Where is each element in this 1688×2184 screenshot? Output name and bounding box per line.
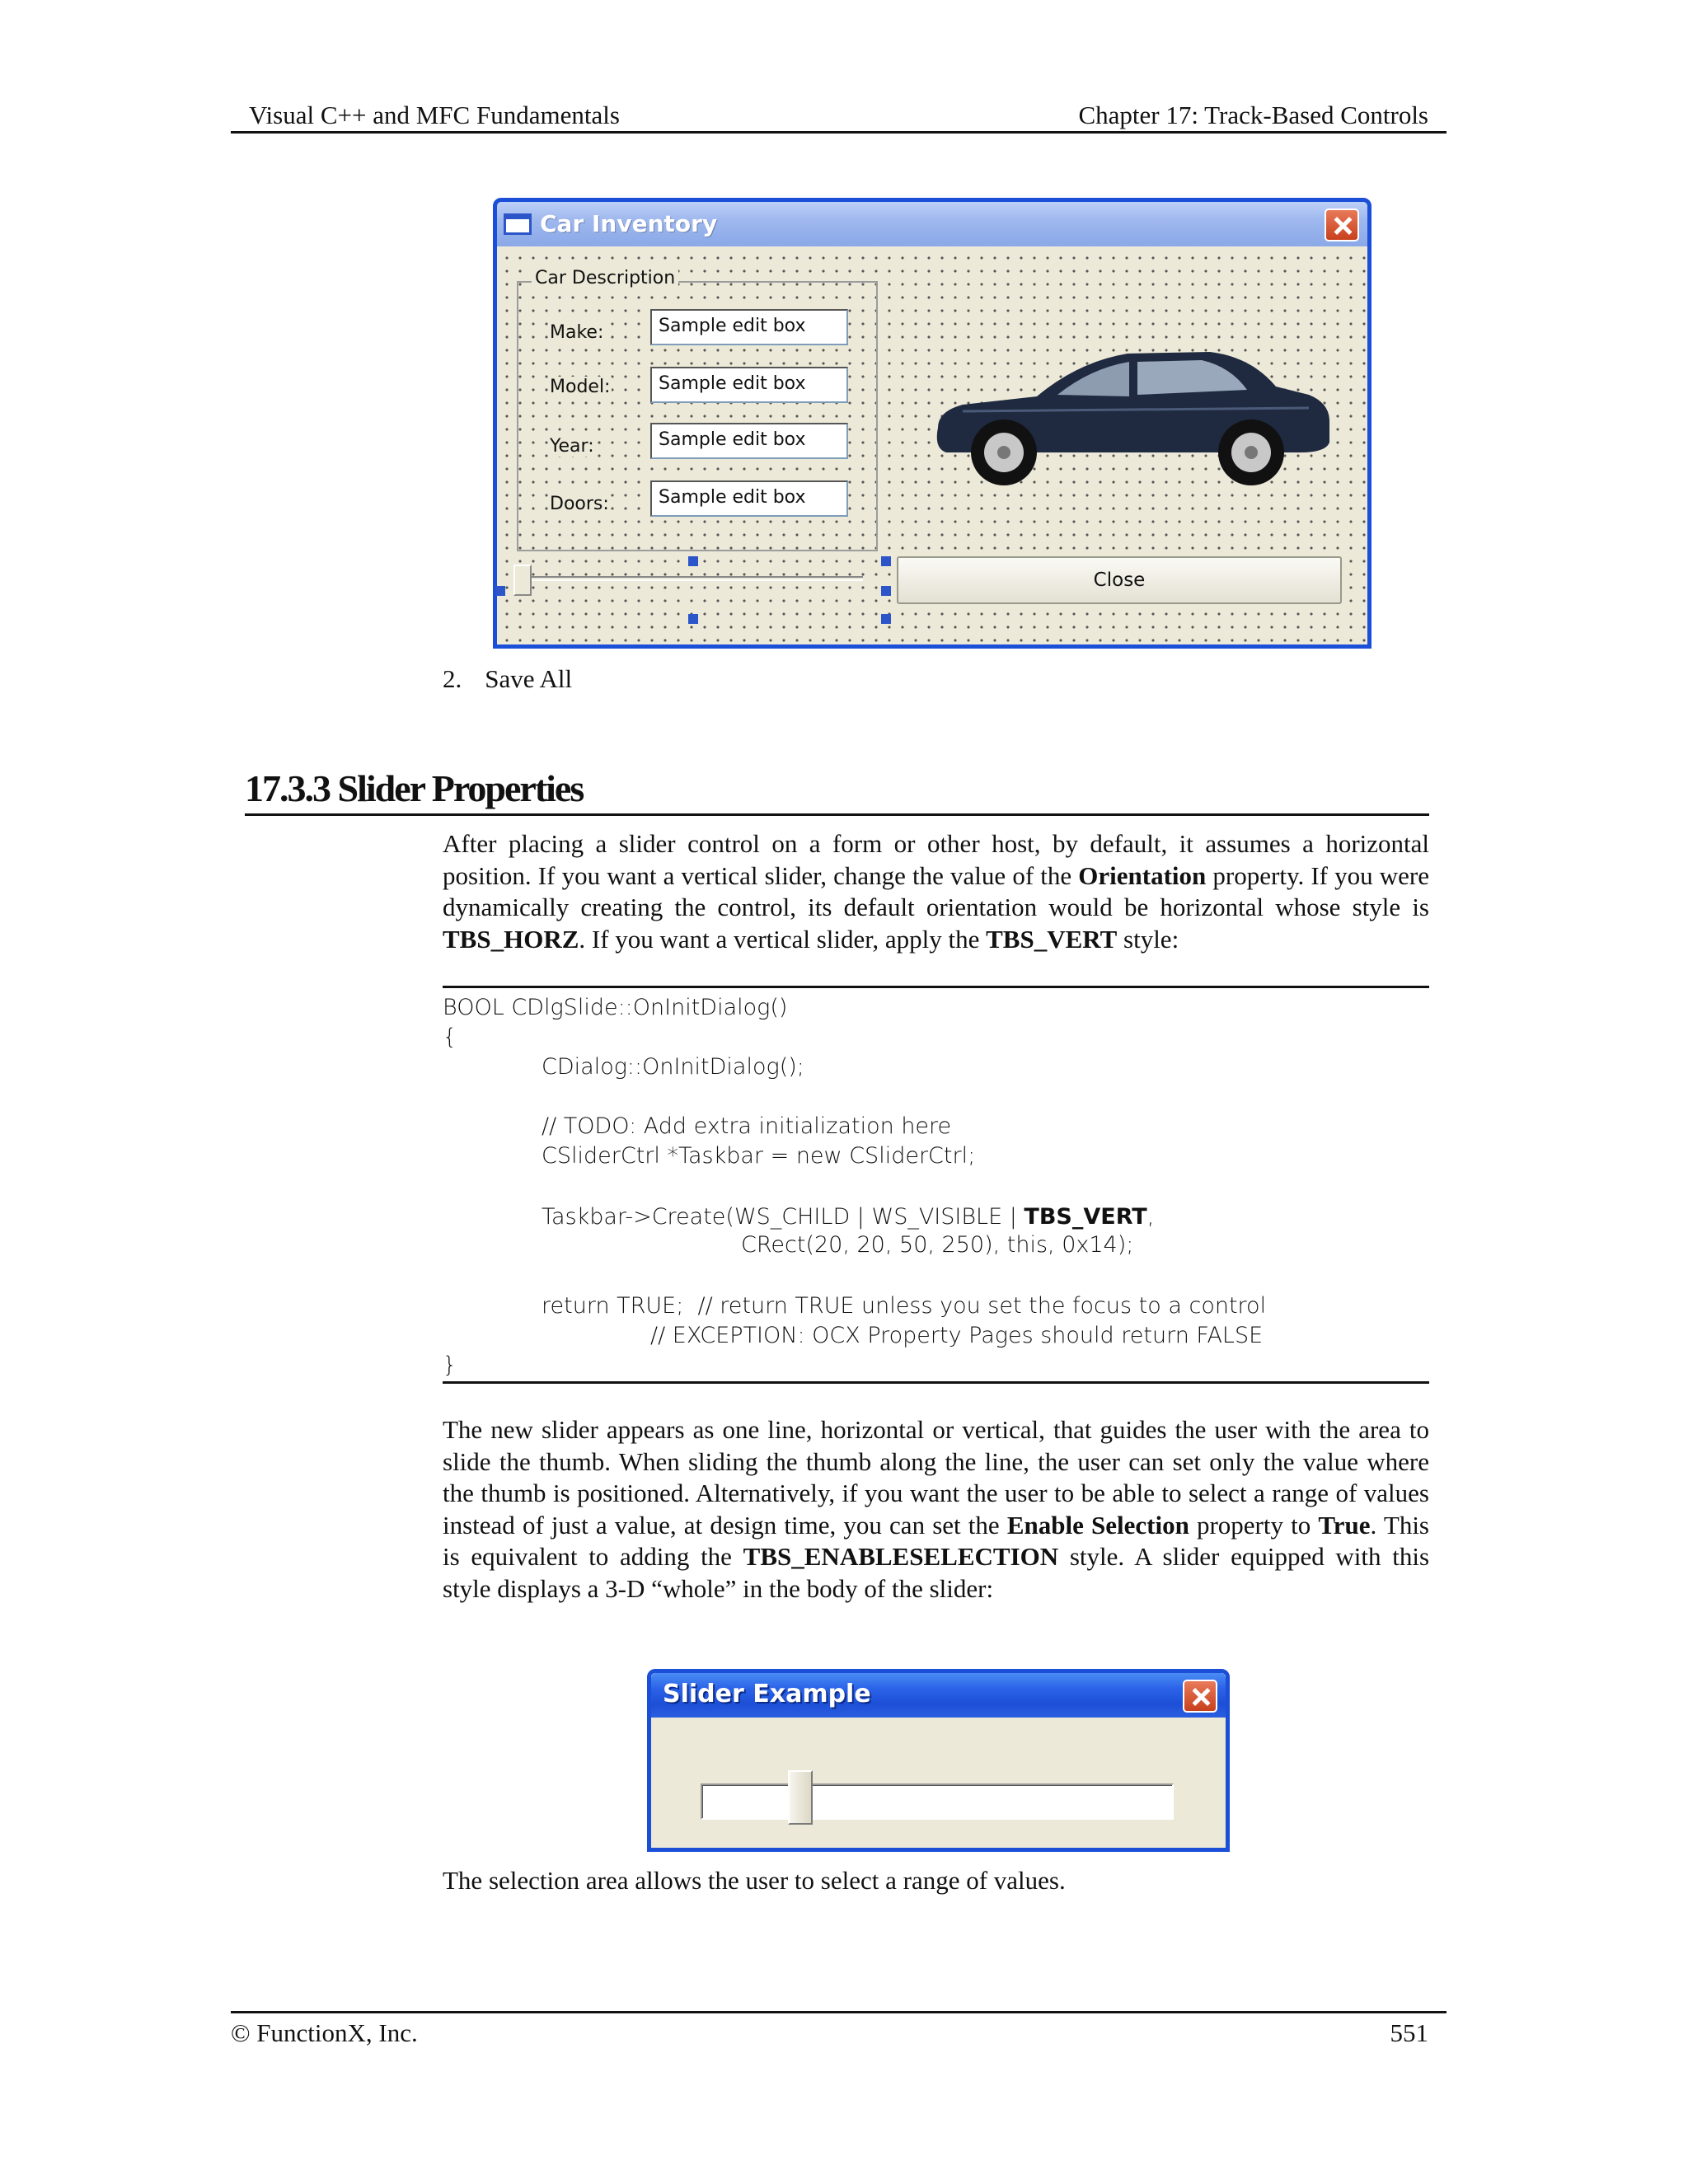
title-bar xyxy=(651,1673,1226,1718)
make-edit-box[interactable]: Sample edit box xyxy=(650,309,848,345)
slider-track[interactable] xyxy=(517,576,863,581)
copyright: © FunctionX, Inc. xyxy=(231,2018,418,2047)
resize-handle[interactable] xyxy=(881,556,891,566)
code-line: { xyxy=(443,1024,457,1050)
code-line: BOOL CDlgSlide::OnInitDialog() xyxy=(443,995,788,1020)
code-line: } xyxy=(443,1352,457,1378)
groupbox-label: Car Description xyxy=(532,268,678,288)
slider-thumb[interactable] xyxy=(788,1770,813,1825)
step-number: 2. xyxy=(443,664,462,693)
paragraph-enable-selection: The new slider appears as one line, horizontal or vertical, that guides the user with the area to slide the thumb. When sliding the thumb along the line, the user can set only the value where the thumb is positioned. Alternatively, if you want the user to be able to select a range of values instead of just a value, at design time, you can set the Enable Selection property to True. This is equivalent to adding the TBS_ENABLESELECTION style. A slider equipped with this style displays a 3-D “whole” in the body of the slider: xyxy=(443,1415,1430,1603)
section-heading: 17.3.3 Slider Properties xyxy=(245,766,1429,816)
resize-handle[interactable] xyxy=(881,586,891,596)
running-header xyxy=(231,99,1447,134)
dialog-client-area xyxy=(651,1718,1226,1848)
dialog-title: Car Inventory xyxy=(540,210,718,237)
dialog-design-surface xyxy=(497,246,1367,644)
model-edit-box[interactable]: Sample edit box xyxy=(650,367,848,403)
slider-example-dialog xyxy=(647,1669,1230,1852)
page-number: 551 xyxy=(1390,2018,1428,2047)
paragraph-orientation: After placing a slider control on a form or other host, by default, it assumes a horizontal position. If you want a vertical slider, change the value of the Orientation property. If you were dynamically creating the control, its default orientation would be horizontal whose style is TBS_HORZ. If you want a vertical slider, apply the TBS_VERT style: xyxy=(443,829,1429,954)
year-label: Year: xyxy=(550,436,594,457)
slider-thumb[interactable] xyxy=(513,565,532,596)
code-listing xyxy=(443,986,1429,1384)
resize-handle[interactable] xyxy=(881,614,891,624)
book-title: Visual C++ and MFC Fundamentals xyxy=(249,101,620,129)
code-line: return TRUE; // return TRUE unless you set the focus to a control xyxy=(542,1293,1267,1319)
code-line: Taskbar->Create(WS_CHILD | WS_VISIBLE | TBS_VERT, xyxy=(542,1204,1155,1230)
resize-handle[interactable] xyxy=(688,556,698,566)
resize-handle[interactable] xyxy=(688,614,698,624)
car-picture xyxy=(913,329,1334,494)
close-icon[interactable] xyxy=(1183,1680,1217,1713)
dialog-title: Slider Example xyxy=(663,1680,871,1708)
step-text: Save All xyxy=(485,664,573,693)
step-item xyxy=(443,664,572,694)
paragraph-selection-area: The selection area allows the user to select a range of values. xyxy=(443,1866,1066,1895)
chapter-title: Chapter 17: Track-Based Controls xyxy=(1078,101,1428,129)
doors-edit-box[interactable]: Sample edit box xyxy=(650,480,848,517)
code-line: CRect(20, 20, 50, 250), this, 0x14); xyxy=(741,1232,1134,1258)
code-line: // TODO: Add extra initialization here xyxy=(542,1113,952,1139)
close-icon[interactable] xyxy=(1325,209,1359,241)
make-label: Make: xyxy=(550,322,604,343)
window-icon xyxy=(504,213,532,235)
slider-selection-track[interactable] xyxy=(701,1783,1174,1820)
code-line: CDialog::OnInitDialog(); xyxy=(542,1054,804,1080)
title-bar xyxy=(497,202,1367,246)
running-footer xyxy=(231,2011,1447,2052)
year-edit-box[interactable]: Sample edit box xyxy=(650,423,848,459)
doors-label: Doors: xyxy=(550,494,609,514)
resize-handle[interactable] xyxy=(495,586,505,596)
model-label: Model: xyxy=(550,377,611,397)
car-inventory-dialog xyxy=(493,198,1372,649)
code-line: // EXCEPTION: OCX Property Pages should return FALSE xyxy=(650,1323,1264,1348)
close-button[interactable]: Close xyxy=(897,556,1342,604)
code-line: CSliderCtrl *Taskbar = new CSliderCtrl; xyxy=(542,1143,976,1169)
